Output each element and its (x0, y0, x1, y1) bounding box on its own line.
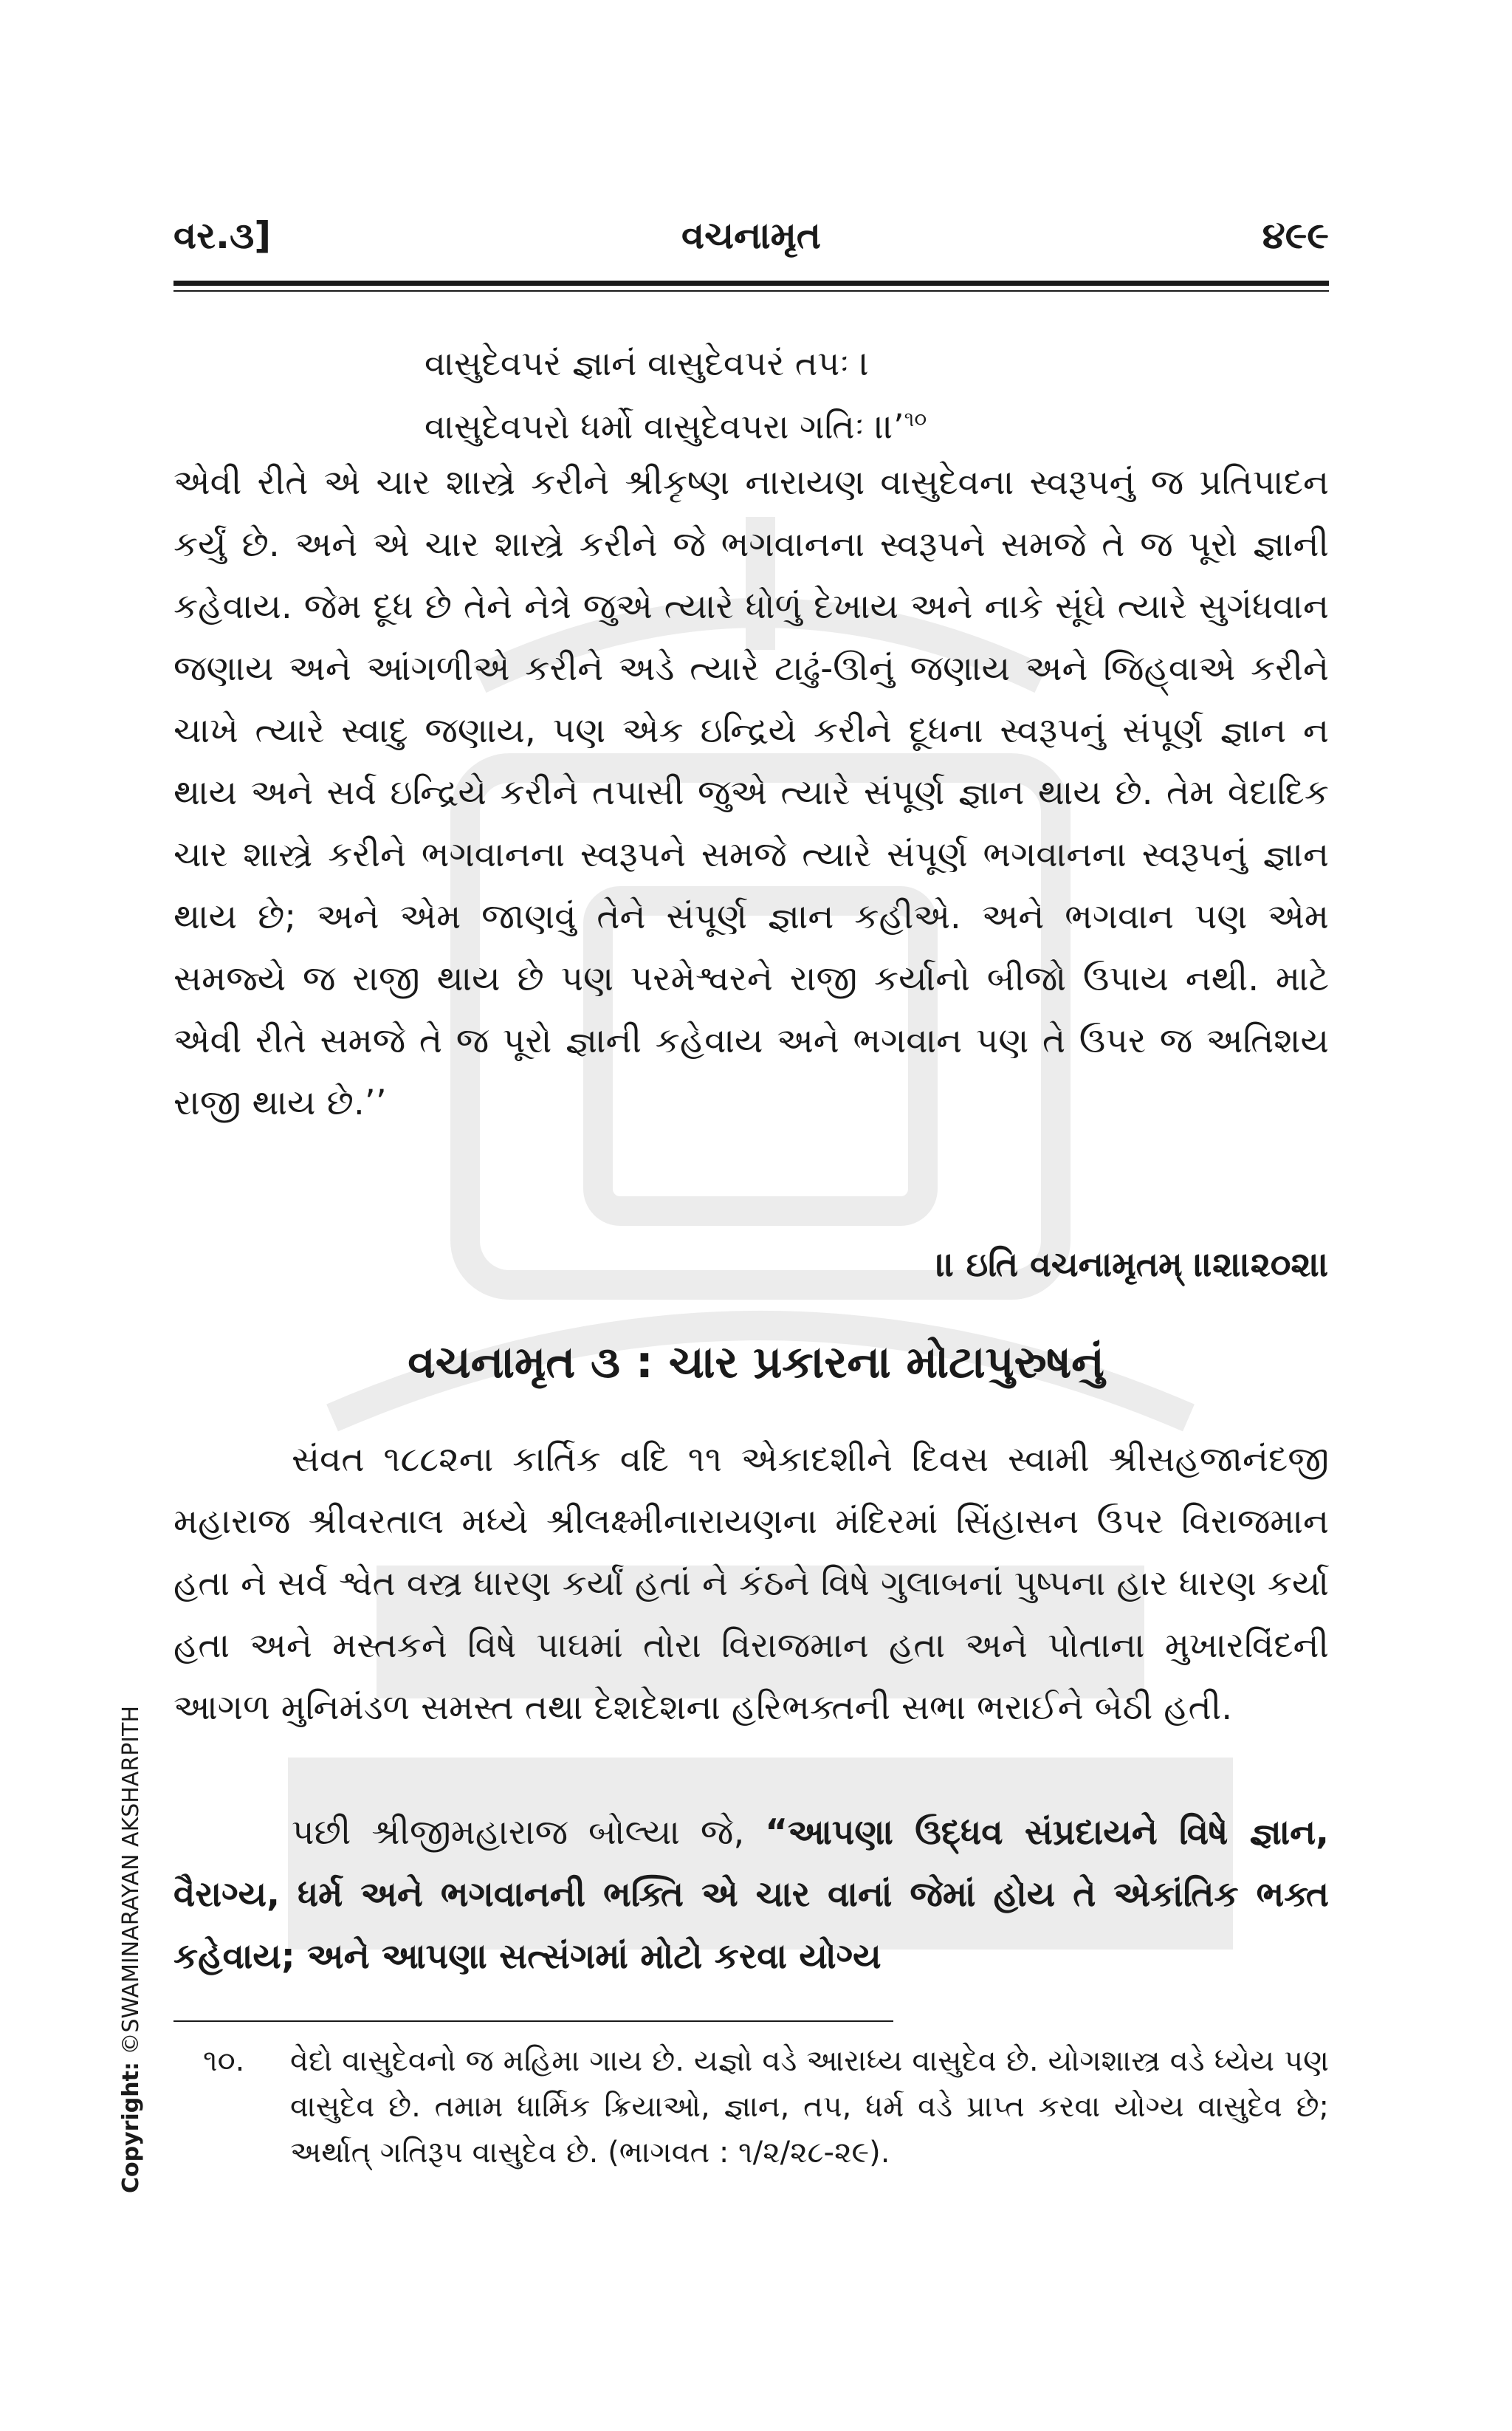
page-title: વચનામૃત (681, 214, 822, 257)
footnote-rule (173, 2020, 893, 2022)
body-paragraph-1 (173, 452, 1329, 1134)
verse-line-2-text: વાસુદેવપરો ધર્મો વાસુદેવપરા ગતિઃ ।।’ (425, 406, 904, 447)
paragraph-3-quote: “આપણા ઉદ્ધવ સંપ્રદાયને વિષે જ્ઞાન, વૈરાગ્ય, ધર્મ અને ભગવાનની ભક્તિ એ ચાર વાનાં જેમાં હોય તે એકાંતિક ભક્ત કહેવાય; અને આપણા સત્સંગમાં મોટો કરવા યોગ્ય (173, 1812, 1329, 1977)
paragraph-2-text: સંવત ૧૮૮૨ના કાર્તિક વદિ ૧૧ એકાદશીને દિવસ સ્વામી શ્રીસહજાનંદજી મહારાજ શ્રીવરતાલ મધ્યે શ્રીલક્ષ્મીનારાયણના મંદિરમાં સિંહાસન ઉપર વિરાજમાન હતા ને સર્વ શ્વેત વસ્ત્ર ધારણ કર્યાં હતાં ને કંઠને વિષે ગુલાબનાં પુષ્પના હાર ધારણ કર્યા હતા અને મસ્તકને વિષે પાઘમાં તોરા વિરાજમાન હતા અને પોતાના મુખારવિંદની આગળ મુનિમંડળ સમસ્ત તથા દેશદેશના હરિભક્તની સભા ભરાઈને બેઠી હતી. (173, 1439, 1329, 1728)
body-paragraph-3 (173, 1802, 1329, 1988)
copyright-label: Copyright: (118, 2062, 144, 2193)
verse-line-2 (425, 397, 927, 448)
body-paragraph-2 (173, 1429, 1329, 1739)
paragraph-1-text: એવી રીતે એ ચાર શાસ્ત્રે કરીને શ્રીકૃષ્ણ નારાયણ વાસુદેવના સ્વરૂપનું જ પ્રતિપાદન કર્યું છે. અને એ ચાર શાસ્ત્રે કરીને જે ભગવાનના સ્વરૂપને સમજે તે જ પૂરો જ્ઞાની કહેવાય. જેમ દૂધ છે તેને નેત્રે જુએ ત્યારે ધોળું દેખાય અને નાકે સૂંઘે ત્યારે સુગંધવાન જણાય અને આંગળીએ કરીને અડે ત્યારે ટાઢું-ઊનું જણાય અને જિહ્‌વાએ કરીને ચાખે ત્યારે સ્વાદુ જણાય, પણ એક ઇન્દ્રિયે કરીને દૂધના સ્વરૂપનું સંપૂર્ણ જ્ઞાન ન થાય અને સર્વ ઇન્દ્રિયે કરીને તપાસી જુએ ત્યારે સંપૂર્ણ જ્ઞાન થાય છે. તેમ વેદાદિક ચાર શાસ્ત્રે કરીને ભગવાનના સ્વરૂપને સમજે ત્યારે સંપૂર્ણ ભગવાનના સ્વરૂપનું જ્ઞાન થાય છે; અને એમ જાણવું તેને સંપૂર્ણ જ્ઞાન કહીએ. અને ભગવાન પણ એમ સમજ્યે જ રાજી થાય છે પણ પરમેશ્વરને રાજી કર્યાનો બીજો ઉપાય નથી. માટે એવી રીતે સમજે તે જ પૂરો જ્ઞાની કહેવાય અને ભગવાન પણ તે ઉપર જ અતિશય રાજી થાય છે.’’ (173, 462, 1329, 1123)
section-reference: વર.૩] (173, 214, 272, 257)
copyright-notice (118, 1662, 155, 2193)
footnote-text: વેદો વાસુદેવનો જ મહિમા ગાય છે. યજ્ઞો વડે આરાધ્ય વાસુદેવ છે. યોગશાસ્ત્ર વડે ધ્યેય પણ વાસુદેવ છે. તમામ ધાર્મિક ક્રિયાઓ, જ્ઞાન, તપ, ધર્મ વડે પ્રાપ્ત કરવા યોગ્ય વાસુદેવ છે; અર્થાત્‌ ગતિરૂપ વાસુદેવ છે. (ભાગવત : ૧/૨/૨૮-૨૯). (290, 2044, 1329, 2170)
section-heading: વચનામૃત ૩ : ચાર પ્રકારના મોટાપુરુષનું (408, 1337, 1104, 1388)
verse-line-1: વાસુદેવપરં જ્ઞાનં વાસુદેવપરં તપઃ । (425, 343, 870, 383)
paragraph-3 (173, 1802, 1329, 1988)
footnote-number: ૧૦. (203, 2044, 245, 2078)
paragraph-3-lead: પછી શ્રીજીમહારાજ બોલ્યા જે, (292, 1812, 745, 1853)
copyright-text: ©SWAMINARAYAN AKSHARPITH (118, 1705, 144, 2055)
page-number: ૪૯૯ (1262, 214, 1329, 257)
footnote-marker: ૧૦ (904, 407, 927, 431)
header-rule-thick (173, 281, 1329, 286)
header-rule-thin (173, 290, 1329, 292)
running-header (173, 214, 1329, 273)
chapter-closing: ।। ઇતિ વચનામૃતમ્‌ ।।૨।।૨૦૨।। (936, 1244, 1329, 1284)
